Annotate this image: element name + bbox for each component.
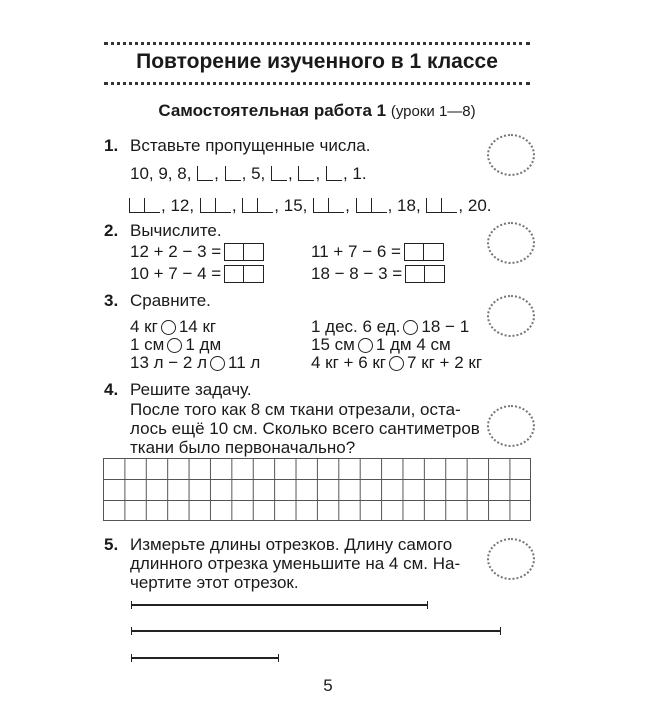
t1r1-part2: , 5, [241, 164, 266, 183]
task2-expr-right-2 [311, 264, 445, 284]
lessons-range: (уроки 1—8) [390, 103, 476, 120]
task1-row2 [128, 196, 492, 216]
blank-cell-double[interactable] [242, 198, 273, 213]
blank-cell[interactable] [197, 166, 213, 181]
compare-a: 4 кг + 6 кг [311, 353, 387, 372]
answer-box[interactable] [405, 265, 445, 283]
compare-a: 1 дес. 6 ед. [311, 317, 401, 336]
score-oval-3 [487, 295, 535, 337]
t1r1-part0: 10, 9, 8, [130, 164, 192, 183]
compare-a: 4 кг [130, 317, 158, 336]
compare-right-1 [311, 317, 469, 337]
page-title: Повторение изученного в 1 классе [136, 50, 498, 73]
t1r2-part2: , 15, [274, 196, 308, 215]
compare-circle[interactable] [161, 320, 176, 335]
task4-line-3: лось ещё 10 см. Сколько всего сантиметров [130, 419, 480, 438]
compare-b: 1 дм 4 см [375, 335, 451, 354]
compare-b: 1 дм [185, 335, 222, 354]
t1r1-part4: , [315, 164, 321, 183]
top-dotted-rule [104, 42, 530, 45]
task1-row1 [130, 164, 367, 184]
t1r2-part3: , [345, 196, 350, 215]
blank-cell[interactable] [225, 166, 241, 181]
t1r1-part1: , [214, 164, 219, 183]
task5-line-1: Измерьте длины отрезков. Длину самого [130, 535, 453, 554]
blank-cell-double[interactable] [356, 198, 387, 213]
task3-instruction: Сравните. [130, 291, 211, 310]
compare-a: 15 см [311, 335, 355, 354]
compare-circle[interactable] [358, 338, 373, 353]
blank-cell[interactable] [326, 166, 342, 181]
t1r1-part5: , 1. [342, 164, 367, 183]
t1r2-part1: , [231, 196, 237, 215]
task2-expr-left-2 [130, 264, 264, 284]
blank-cell[interactable] [271, 166, 287, 181]
task4-line-2: После того как 8 см ткани отрезали, оста- [130, 400, 461, 419]
segment-2 [131, 630, 501, 632]
bottom-dotted-rule [104, 82, 530, 85]
task1-instruction: Вставьте пропущенные числа. [130, 136, 371, 155]
compare-b: 11 л [228, 353, 261, 372]
blank-cell[interactable] [298, 166, 314, 181]
compare-circle[interactable] [167, 338, 182, 353]
answer-box[interactable] [224, 265, 264, 283]
answer-grid[interactable] [103, 458, 531, 521]
answer-box[interactable] [224, 243, 264, 261]
compare-a: 13 л − 2 л [130, 353, 208, 372]
score-oval-2 [487, 222, 535, 264]
segment-1 [131, 604, 428, 606]
task5-line-3: чертите этот отрезок. [130, 573, 299, 592]
compare-right-2 [311, 335, 451, 355]
score-oval-5 [487, 538, 535, 580]
compare-b: 14 кг [178, 317, 217, 336]
t1r2-part4: , 18, [387, 196, 421, 215]
task5-line-2: длинного отрезка уменьшите на 4 см. На- [130, 554, 461, 573]
expression: 18 − 8 − 3 = [311, 264, 403, 283]
segment-3 [131, 657, 279, 659]
t1r2-part0: , 12, [161, 196, 195, 215]
task4-number: 4. [104, 380, 119, 399]
compare-left-3 [130, 353, 260, 373]
task2-number: 2. [104, 221, 119, 240]
section-subtitle [104, 101, 530, 121]
blank-cell-double[interactable] [426, 198, 457, 213]
compare-circle[interactable] [210, 356, 225, 371]
compare-b: 18 − 1 [421, 317, 470, 336]
subtitle-text: Самостоятельная работа 1 [158, 101, 387, 120]
score-oval-4 [487, 405, 535, 447]
task2-instruction: Вычислите. [130, 221, 222, 240]
blank-cell-double[interactable] [313, 198, 344, 213]
expression: 10 + 7 − 4 = [130, 264, 222, 283]
compare-circle[interactable] [403, 320, 418, 335]
compare-left-1 [130, 317, 216, 337]
expression: 12 + 2 − 3 = [130, 242, 222, 261]
score-oval-1 [487, 134, 535, 176]
t1r2-part5: , 20. [458, 196, 492, 215]
page-number: 5 [323, 676, 333, 695]
task3-number: 3. [104, 291, 119, 310]
expression: 11 + 7 − 6 = [311, 242, 401, 261]
task1-number: 1. [104, 136, 119, 155]
compare-circle[interactable] [389, 356, 404, 371]
task2-expr-right-1 [311, 242, 444, 262]
blank-cell-double[interactable] [129, 198, 160, 213]
compare-b: 7 кг + 2 кг [407, 353, 483, 372]
task5-number: 5. [104, 535, 119, 554]
task2-expr-left-1 [130, 242, 264, 262]
compare-a: 1 см [130, 335, 165, 354]
t1r1-part3: , [288, 164, 293, 183]
answer-box[interactable] [404, 243, 444, 261]
compare-right-3 [311, 353, 482, 373]
blank-cell-double[interactable] [200, 198, 231, 213]
task4-line-1: Решите задачу. [130, 380, 252, 399]
compare-left-2 [130, 335, 221, 355]
task4-line-4: ткани было первоначально? [130, 438, 356, 457]
